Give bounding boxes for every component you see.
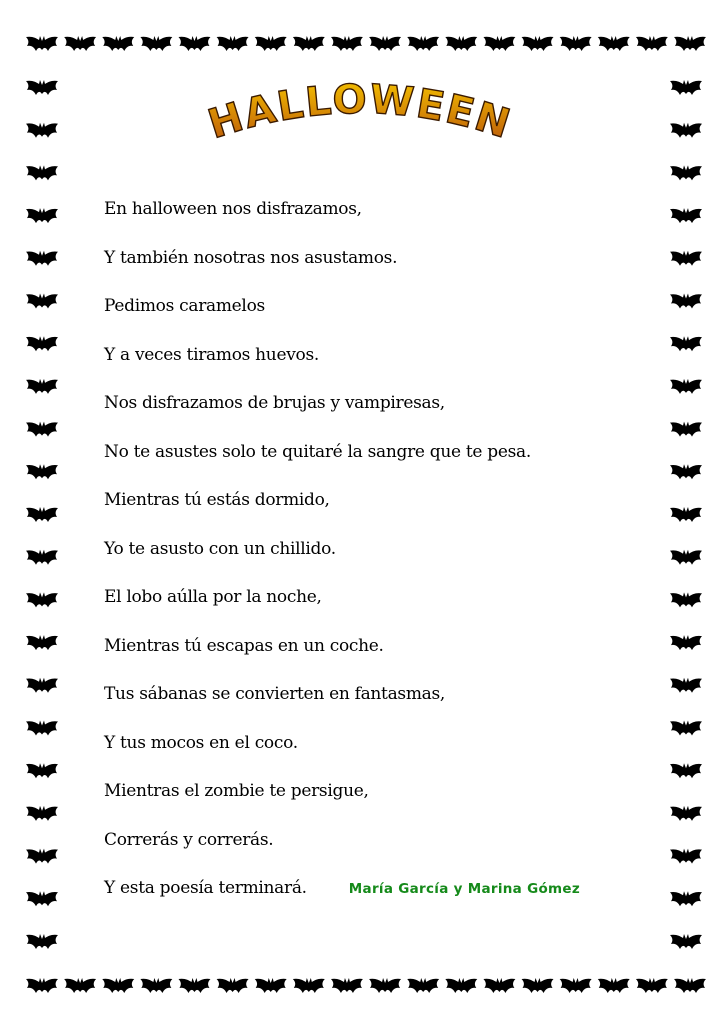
bat-icon [140, 978, 172, 993]
bat-icon [102, 36, 134, 51]
bat-icon [102, 978, 134, 993]
bat-icon [26, 464, 58, 479]
poem-line [104, 825, 664, 874]
poem-line-text: Nos disfrazamos de brujas y vampiresas, [104, 393, 445, 413]
bat-icon [483, 978, 515, 993]
poem-line [104, 340, 664, 389]
bat-icon [26, 379, 58, 394]
bat-icon [64, 36, 96, 51]
bat-icon [26, 891, 58, 906]
poem-line-text: Mientras tú escapas en un coche. [104, 635, 384, 656]
bat-icon [26, 592, 58, 607]
bat-icon [670, 507, 702, 522]
poem-line-text: Mientras el zombie te persigue, [104, 781, 369, 801]
poem-line-text: Correrás y correrás. [104, 829, 274, 850]
poem-line [104, 291, 664, 340]
bat-icon [26, 978, 58, 993]
bat-icon [26, 678, 58, 693]
bat-icon [26, 80, 58, 95]
bat-icon [26, 635, 58, 650]
poem-line [104, 728, 664, 777]
poem-line [104, 194, 664, 243]
bat-icon [670, 635, 702, 650]
poem-line-text: En halloween nos disfrazamos, [104, 199, 362, 219]
poem-line [104, 582, 664, 631]
poem-line [104, 534, 664, 583]
bat-icon [598, 978, 630, 993]
bat-icon [217, 36, 249, 51]
authors-credit: María García y Marina Gómez [348, 881, 581, 897]
bat-icon [369, 36, 401, 51]
bat-icon [26, 251, 58, 266]
bat-icon [670, 294, 702, 309]
bat-icon [445, 978, 477, 993]
bat-icon [293, 36, 325, 51]
poem-line-text: Y tus mocos en el coco. [104, 732, 298, 753]
page-title [170, 80, 550, 170]
bat-icon [26, 507, 58, 522]
bat-icon [26, 208, 58, 223]
poem-line-text: Tus sábanas se convierten en fantasmas, [104, 684, 446, 704]
bat-icon [26, 123, 58, 138]
poem-line [104, 243, 664, 292]
bat-icon [26, 165, 58, 180]
title-text: HALLOWEEN [202, 80, 518, 149]
bat-icon [26, 36, 58, 51]
poem-line-text: Mientras tú estás dormido, [104, 490, 330, 510]
bat-icon [670, 678, 702, 693]
bat-icon [560, 978, 592, 993]
bat-icon [670, 934, 702, 949]
bat-icon [670, 806, 702, 821]
bat-icon [670, 592, 702, 607]
poem-line [104, 485, 664, 534]
bat-icon [26, 336, 58, 351]
poem-line [104, 388, 664, 437]
bat-icon [670, 721, 702, 736]
bat-icon [26, 721, 58, 736]
bat-icon [670, 464, 702, 479]
bat-icon [178, 36, 210, 51]
poem-line [104, 776, 664, 825]
poem [104, 194, 664, 922]
poem-line-text: Yo te asusto con un chillido. [104, 538, 336, 559]
bat-icon [255, 978, 287, 993]
bat-icon [522, 36, 554, 51]
bat-icon [670, 165, 702, 180]
poem-line [104, 437, 664, 486]
bat-icon [670, 379, 702, 394]
poem-line-text: Y a veces tiramos huevos. [104, 344, 319, 365]
bat-icon [26, 849, 58, 864]
bat-icon [407, 36, 439, 51]
poem-line [104, 679, 664, 728]
bat-icon [674, 36, 706, 51]
bat-icon [483, 36, 515, 51]
bat-icon [445, 36, 477, 51]
bat-icon [26, 422, 58, 437]
bat-icon [26, 806, 58, 821]
bat-icon [670, 763, 702, 778]
bat-icon [598, 36, 630, 51]
bat-icon [670, 208, 702, 223]
bat-icon [670, 251, 702, 266]
bat-icon [560, 36, 592, 51]
bat-icon [64, 978, 96, 993]
bat-icon [670, 849, 702, 864]
bat-icon [26, 934, 58, 949]
bat-icon [636, 978, 668, 993]
bat-icon [331, 978, 363, 993]
poem-line [104, 873, 664, 922]
bat-icon [674, 978, 706, 993]
bat-icon [140, 36, 172, 51]
bat-icon [26, 294, 58, 309]
bat-icon [670, 336, 702, 351]
bat-icon [670, 123, 702, 138]
poem-line-text: Y también nosotras nos asustamos. [104, 247, 398, 268]
bat-icon [670, 550, 702, 565]
bat-icon [217, 978, 249, 993]
bat-icon [331, 36, 363, 51]
bat-icon [369, 978, 401, 993]
bat-icon [522, 978, 554, 993]
bat-icon [255, 36, 287, 51]
bat-icon [670, 891, 702, 906]
bat-icon [670, 80, 702, 95]
poem-line [104, 631, 664, 680]
poem-line-text: Y esta poesía terminará. [104, 878, 307, 898]
bat-icon [636, 36, 668, 51]
bat-icon [26, 763, 58, 778]
bat-icon [26, 550, 58, 565]
bat-icon [178, 978, 210, 993]
bat-icon [407, 978, 439, 993]
poem-line-text: El lobo aúlla por la noche, [104, 587, 322, 607]
poem-line-text: No te asustes solo te quitaré la sangre que te pesa. [104, 441, 531, 462]
bat-icon [670, 422, 702, 437]
bat-icon [293, 978, 325, 993]
poem-line-text: Pedimos caramelos [104, 296, 265, 316]
